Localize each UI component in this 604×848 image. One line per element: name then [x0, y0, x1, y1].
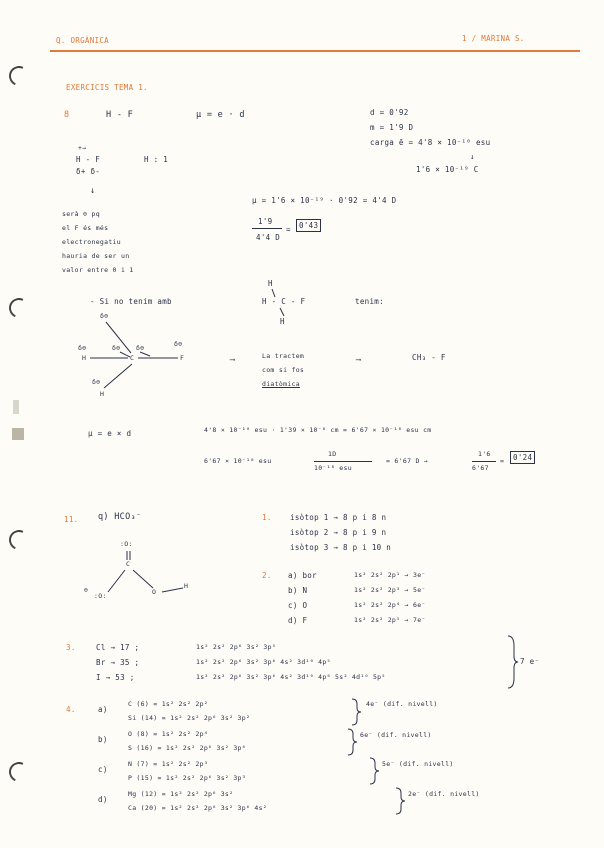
ex1-row: isòtop 1 → 8 p i 8 n: [290, 513, 387, 522]
ex4-label: a): [98, 705, 108, 714]
ex4-label: b): [98, 735, 108, 744]
ex4-note: 4e⁻ (dif. nivell): [366, 700, 438, 708]
ex8-hf-diagram: H - F: [76, 155, 101, 164]
page-title: EXERCICIS TEMA 1.: [66, 83, 148, 92]
delta-label: δ⊖: [136, 344, 145, 352]
delta-label: δ⊖: [174, 340, 183, 348]
delta-h-left: H: [82, 354, 87, 362]
ex8-ratio-num: 1'6: [478, 450, 491, 458]
ex8-charge-arrow: ↓: [470, 152, 475, 161]
ex8-charge: carga ē = 4'8 × 10⁻¹⁰ esu: [370, 138, 491, 147]
ex2-config: 1s² 2s² 2p⁴ → 6e⁻: [354, 601, 426, 609]
ex11-c: C: [126, 560, 131, 568]
ex11-o-right: O: [152, 588, 157, 596]
ex8-si-line: - Si no tenim amb: [90, 297, 172, 306]
ex8-calc: μ = 1'6 × 10⁻¹⁹ · 0'92 = 4'4 D: [252, 196, 397, 205]
ex8-note-line: serà ⊖ pq: [62, 210, 100, 218]
ex11-number: 11.: [64, 515, 79, 524]
ex4-note: 6e⁻ (dif. nivell): [360, 731, 432, 739]
delta-label: δ⊖: [100, 312, 109, 320]
ex8-note-line: electronegatiu: [62, 238, 121, 246]
ex4-label: d): [98, 795, 108, 804]
ex4-line: N (7) = 1s² 2s² 2p³: [128, 760, 209, 768]
ex1-row: isòtop 2 → 8 p i 9 n: [290, 528, 387, 537]
ex8-calc3-num: 1D: [328, 450, 337, 458]
margin-mark: [12, 428, 24, 440]
ex8-arrow-text: La tractem: [262, 352, 305, 360]
ex8-arrow-text: diatòmica: [262, 380, 300, 388]
ex8-fraction-num: 1'9: [258, 217, 273, 226]
ex8-mu-line: μ = e × d: [88, 429, 132, 438]
ex8-arrow-1: ⟶: [230, 355, 235, 364]
ex2-config: 1s² 2s² 2p¹ → 3e⁻: [354, 571, 426, 579]
ex11-o-left: :O:: [94, 592, 107, 600]
delta-label: δ⊖: [92, 378, 101, 386]
ex8-number: 8: [64, 110, 70, 120]
ex2-label: d) F: [288, 616, 308, 625]
ex2-number: 2.: [262, 571, 272, 580]
header-author: 1 / MARINA S.: [462, 34, 525, 43]
ex8-arrow-text: com si fos: [262, 366, 305, 374]
ex8-down-arrow: ↓: [90, 186, 96, 196]
ex8-moment: m = 1'9 D: [370, 123, 414, 132]
delta-label: δ⊖: [78, 344, 87, 352]
ex2-label: b) N: [288, 586, 308, 595]
ex3-element: Br → 35 ;: [96, 658, 140, 667]
ex8-distance: d = 0'92: [370, 108, 409, 117]
ex8-calc2: 4'8 × 10⁻¹⁰ esu · 1'39 × 10⁻⁸ cm = 6'67 × 10⁻¹⁸ esu cm: [204, 426, 432, 434]
ex8-ch3f: CH₃ - F: [412, 353, 446, 362]
ex8-tenim: tenim:: [355, 297, 384, 306]
header-subject: Q. ORGÀNICA: [56, 36, 109, 45]
ex4-note: 2e⁻ (dif. nivell): [408, 790, 480, 798]
ex8-result2: 0'24: [510, 451, 535, 464]
ex8-note-line: hauria de ser un: [62, 252, 130, 260]
ex2-label: c) O: [288, 601, 308, 610]
ex2-label: a) bor: [288, 571, 317, 580]
ex3-element: I → 53 ;: [96, 673, 135, 682]
ex8-result: 0'43: [296, 219, 321, 232]
ex2-config: 1s² 2s² 2p³ → 5e⁻: [354, 586, 426, 594]
ex2-config: 1s² 2s² 2p⁵ → 7e⁻: [354, 616, 426, 624]
ch3f-h-bottom: H: [280, 317, 285, 326]
ex8-dipole-arrow: +→: [78, 144, 87, 152]
ex11-minus: ⊖: [84, 586, 89, 594]
ex8-formula: μ = e · d: [196, 110, 245, 120]
ex11-h: H: [184, 582, 189, 590]
ex8-ratio: H : 1: [144, 155, 169, 164]
ex11-o-top: :O:: [120, 540, 133, 548]
margin-mark: [13, 400, 19, 414]
delta-c: C: [130, 354, 135, 362]
delta-f: F: [180, 354, 185, 362]
ex8-equals: =: [286, 225, 291, 234]
ex1-row: isòtop 3 → 8 p i 10 n: [290, 543, 392, 552]
ex8-arrow-2: ⟶: [356, 355, 361, 364]
ex3-brace-label: 7 e⁻: [520, 657, 540, 666]
ex8-note-line: el F és més: [62, 224, 109, 232]
ex4-line: Si (14) = 1s² 2s² 2p⁶ 3s² 3p²: [128, 714, 251, 722]
ex4-line: P (15) = 1s² 2s² 2p⁶ 3s² 3p³: [128, 774, 246, 782]
ex8-fraction-den: 4'4 D: [256, 233, 281, 242]
ex8-charge-c: 1'6 × 10⁻¹⁹ C: [416, 165, 479, 174]
ex4-label: c): [98, 765, 108, 774]
ex3-config: 1s² 2s² 2p⁶ 3s² 3p⁶ 4s² 3d¹⁰ 4p⁵: [196, 658, 331, 666]
ex8-calc3: 6'67 × 10⁻¹⁸ esu: [204, 457, 272, 465]
ex4-number: 4.: [66, 705, 76, 714]
ch3f-struct: H - C - F: [262, 297, 306, 306]
ex4-line: S (16) = 1s² 2s² 2p⁶ 3s² 3p⁴: [128, 744, 246, 752]
ex8-partial-charges: δ+ δ-: [76, 167, 101, 176]
ex8-calc3-den: 10⁻¹⁸ esu: [314, 464, 352, 472]
ex4-line: C (6) = 1s² 2s² 2p²: [128, 700, 209, 708]
ex3-number: 3.: [66, 643, 76, 652]
ex3-element: Cl → 17 ;: [96, 643, 140, 652]
ex4-line: Mg (12) = 1s² 2s² 2p⁶ 3s²: [128, 790, 234, 798]
ex4-note: 5e⁻ (dif. nivell): [382, 760, 454, 768]
ex4-line: O (8) = 1s² 2s² 2p⁴: [128, 730, 209, 738]
ex3-config: 1s² 2s² 2p⁶ 3s² 3p⁵: [196, 643, 277, 651]
ex8-ratio-den: 6'67: [472, 464, 489, 472]
delta-label: δ⊖: [112, 344, 121, 352]
ex8-note-line: valor entre 0 i 1: [62, 266, 134, 274]
ex8-molecule: H - F: [106, 110, 134, 120]
ch3f-h-top: H: [268, 279, 273, 288]
ex8-calc3-eq: = 6'67 D →: [386, 457, 429, 465]
ex11-part: q) HCO₃⁻: [98, 512, 142, 522]
ex1-number: 1.: [262, 513, 272, 522]
ex3-config: 1s² 2s² 2p⁶ 3s² 3p⁶ 4s² 3d¹⁰ 4p⁶ 5s² 4d¹⁰ 5p⁵: [196, 673, 386, 681]
ex4-line: Ca (20) = 1s² 2s² 2p⁶ 3s² 3p⁶ 4s²: [128, 804, 268, 812]
delta-h-bottom: H: [100, 390, 105, 398]
ex8-equals-2: =: [500, 457, 505, 465]
